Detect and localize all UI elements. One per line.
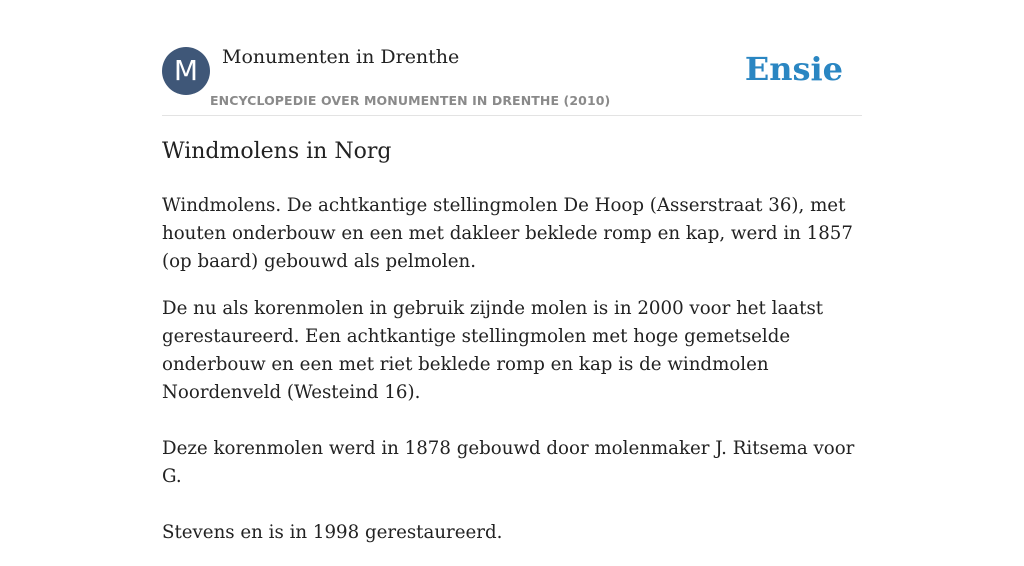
article-paragraph: De nu als korenmolen in gebruik zijnde molen is in 2000 voor het laatst gerestaureerd. Een achtkantige stellingmolen met hoge gemetselde onderbouw en een met riet beklede romp en kap is de windmolen Noordenveld (Westeind 16).	[162, 298, 824, 403]
article-body	[162, 192, 862, 566]
brand-logo[interactable]: Ensie	[744, 50, 843, 88]
article-paragraph: Deze korenmolen werd in 1878 gebouwd door molenmaker J. Ritsema voor G.	[162, 438, 855, 487]
header-divider	[162, 115, 862, 116]
source-title-link[interactable]: Monumenten in Drenthe	[222, 46, 460, 68]
article-paragraph: Stevens en is in 1998 gerestaureerd.	[162, 522, 503, 543]
source-subtitle: ENCYCLOPEDIE OVER MONUMENTEN IN DRENTHE (2010)	[210, 93, 611, 108]
article-paragraph: Windmolens. De achtkantige stellingmolen De Hoop (Asserstraat 36), met houten onderbouw en een met dakleer beklede romp en kap, werd in 1857 (op baard) gebouwd als pelmolen.	[162, 195, 853, 272]
article-title: Windmolens in Norg	[162, 139, 392, 164]
avatar: M	[162, 47, 210, 95]
